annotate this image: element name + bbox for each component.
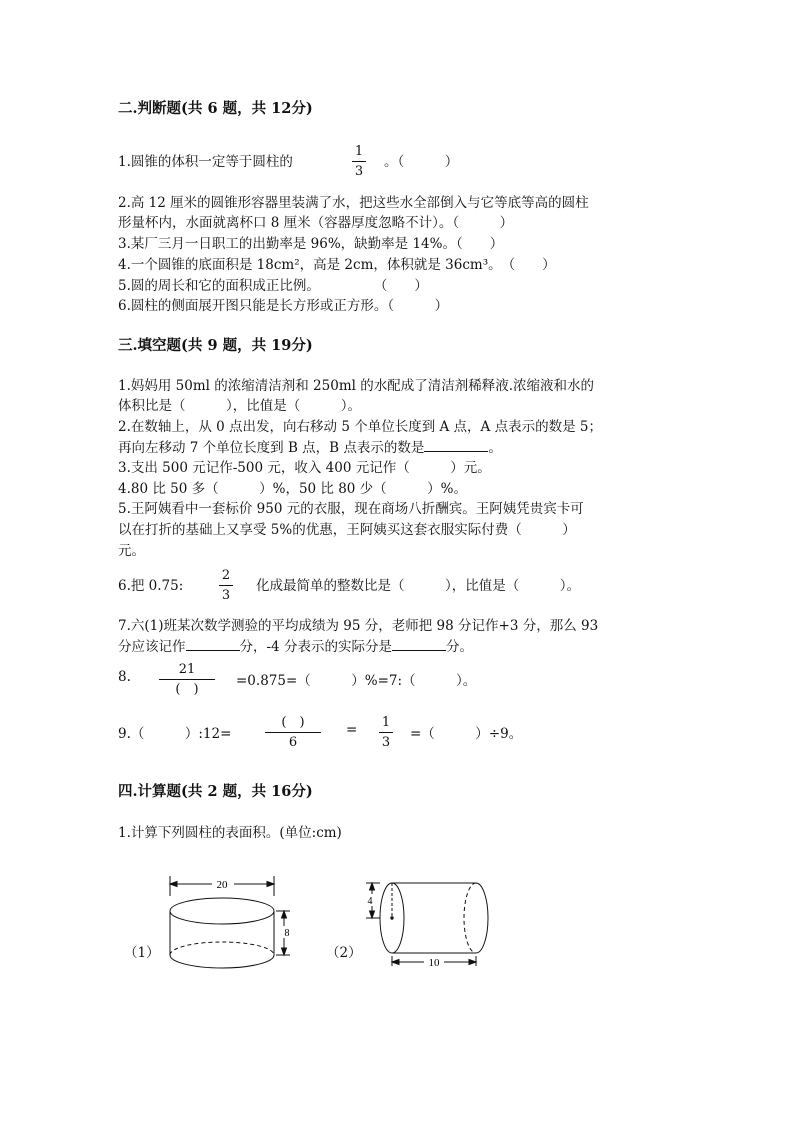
- fraction-denominator: ( ): [175, 682, 199, 697]
- judge-q1-text: 1.圆锥的体积一定等于圆柱的: [118, 154, 293, 170]
- figure-1-height-label: 8: [284, 928, 290, 939]
- figure-2-horizontal-cylinder: [360, 872, 500, 972]
- fill-q9-head: 9.（ ）:12=: [118, 726, 232, 742]
- fill-q1-line1: 1.妈妈用 50ml 的浓缩清洁剂和 250ml 的水配成了清洁剂稀释液.浓缩液和水的: [118, 378, 595, 394]
- figure-1-upright-cylinder: [162, 870, 302, 980]
- fill-q7-line2-a: 分应该记作: [118, 639, 186, 655]
- figure-1-label: （1）: [124, 945, 160, 961]
- fill-q6-text: 6.把 0.75:: [118, 578, 184, 594]
- fill-q8-label: 8.: [118, 669, 131, 685]
- fraction-numerator: 1: [354, 144, 364, 159]
- judge-q1-answer-blank: 。（ ）: [384, 154, 459, 170]
- fill-q1-line2: 体积比是（ ），比值是（ ）。: [118, 398, 361, 414]
- figure-1-width-label: 20: [216, 879, 228, 891]
- judge-q4: 4.一个圆锥的底面积是 18cm²，高是 2cm，体积就是 36cm³。 （ ）: [118, 257, 556, 273]
- calc-q1: 1.计算下列圆柱的表面积。(单位:cm): [118, 825, 342, 841]
- answer-blank-line: [424, 439, 488, 452]
- section-title-judgement: 二.判断题(共 6 题，共 12分): [118, 100, 313, 117]
- fill-q6-tail: 化成最简单的整数比是（ ），比值是（ ）。: [256, 578, 580, 594]
- judge-q6: 6.圆柱的侧面展开图只能是长方形或正方形。（ ）: [118, 298, 449, 314]
- judge-q3: 3.某厂三月一日职工的出勤率是 96%，缺勤率是 14%。（ ）: [118, 236, 504, 252]
- fill-q9-fraction-2: [379, 716, 393, 749]
- fill-q7-line2-b: 分，-4 分表示的实际分是: [239, 639, 392, 655]
- fraction-denominator: 6: [288, 735, 298, 750]
- fraction-denominator: 3: [381, 735, 391, 750]
- fill-q7-line2: [118, 635, 473, 655]
- fill-q8-tail: =0.875=（ ）%=7:（ ）。: [236, 673, 477, 689]
- fill-q5-line3: 元。: [118, 543, 145, 559]
- fraction-numerator: ( ): [281, 715, 305, 730]
- judge-q2-line1: 2.高 12 厘米的圆锥形容器里装满了水，把这些水全部倒入与它等底等高的圆柱: [118, 195, 589, 211]
- answer-blank-line: [186, 638, 240, 651]
- fraction-denominator: 3: [354, 164, 364, 179]
- fill-q3: 3.支出 500 元记作-500 元，收入 400 元记作（ ）元。: [118, 460, 491, 476]
- fraction-numerator: 2: [221, 568, 231, 583]
- fraction-denominator: 3: [221, 588, 231, 603]
- fill-q2-line2-text: 再向左移动 7 个单位长度到 B 点，B 点表示的数是: [118, 440, 425, 456]
- fill-q4: 4.80 比 50 多（ ）%，50 比 80 少（ ）%。: [118, 481, 467, 497]
- fill-q2-line2-end: 。: [488, 440, 502, 456]
- answer-blank-line: [392, 638, 446, 651]
- judge-q5: 5.圆的周长和它的面积成正比例。 （ ）: [118, 278, 428, 294]
- fraction-numerator: 21: [178, 662, 196, 677]
- fill-q9-tail: =（ ）÷9。: [410, 726, 523, 742]
- fill-q8-fraction: [159, 663, 215, 696]
- fill-q9-fraction-1: [265, 716, 321, 749]
- fill-q7-line1: 7.六(1)班某次数学测验的平均成绩为 95 分，老师把 98 分记作+3 分，那么 93: [118, 618, 599, 634]
- judge-q1-fraction: [352, 145, 366, 178]
- figure-2-radius-label: 4: [367, 896, 373, 907]
- section-title-calculation: 四.计算题(共 2 题，共 16分): [118, 783, 313, 800]
- section-title-fill-blank: 三.填空题(共 9 题，共 19分): [118, 337, 313, 354]
- fill-q2-line1: 2.在数轴上，从 0 点出发，向右移动 5 个单位长度到 A 点，A 点表示的数是 5；: [118, 419, 602, 435]
- fill-q7-line2-c: 分。: [445, 639, 473, 655]
- figure-2-label: （2）: [326, 945, 362, 961]
- fill-q9-equals: =: [346, 722, 358, 738]
- figure-2-length-label: 10: [428, 957, 440, 969]
- fill-q5-line1: 5.王阿姨看中一套标价 950 元的衣服，现在商场八折酬宾。王阿姨凭贵宾卡可: [118, 501, 584, 517]
- fill-q2-line2: [118, 436, 502, 456]
- judge-q2-line2: 形量杯内，水面就离杯口 8 厘米（容器厚度忽略不计）。（ ）: [118, 215, 514, 231]
- fill-q5-line2: 以在打折的基础上又享受 5%的优惠，王阿姨买这套衣服实际付费（ ）: [118, 522, 576, 538]
- fill-q6-fraction: [219, 569, 233, 602]
- fraction-numerator: 1: [381, 715, 391, 730]
